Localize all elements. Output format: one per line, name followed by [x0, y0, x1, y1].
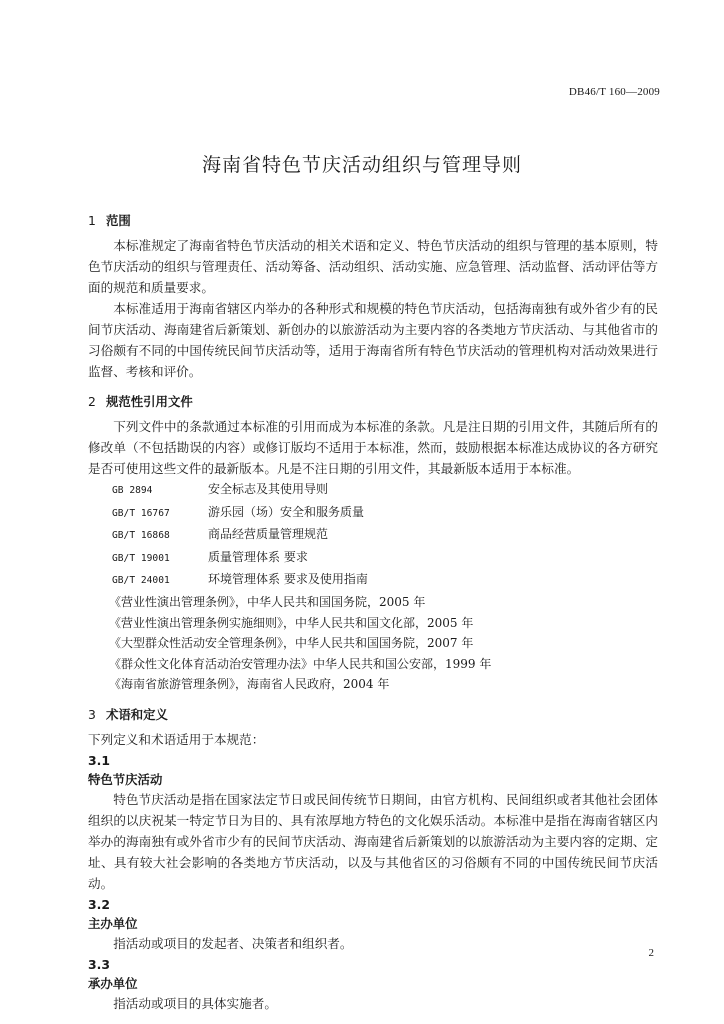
term-number: 3.1 [88, 752, 110, 768]
term-name: 特色节庆活动 [88, 771, 163, 787]
reference-code: GB 2894 [112, 485, 153, 496]
term-number: 3.2 [88, 896, 110, 912]
section-heading-scope [88, 211, 658, 231]
term-definition: 特色节庆活动是指在国家法定节日或民间传统节日期间，由官方机构、民间组织或者其他社会团体组织的以庆祝某一特定节日为目的、具有浓厚地方特色的文化娱乐活动。本标准中是指在海南省辖区内举办的海南独有或外省市少有的民间节庆活动、海南建省后新策划的以旅游活动为主要内容的定期、定址、具有较大社会影响的各类地方节庆活动，以及与其他省区的习俗颇有不同的中国传统民间节庆活动。 [88, 791, 658, 891]
section-heading-normative [88, 392, 658, 412]
term-definition: 指活动或项目的发起者、决策者和组织者。 [113, 935, 353, 951]
term-name: 承办单位 [88, 975, 138, 991]
reference-item [112, 524, 658, 547]
reference-title: 环境管理体系 要求及使用指南 [208, 572, 368, 587]
reference-item [112, 547, 658, 570]
reference-title: 安全标志及其使用导则 [208, 482, 329, 496]
term-number: 3.3 [88, 956, 110, 972]
regulation-item: 《群众性文化体育活动治安管理办法》中华人民共和国公安部，1999 年 [109, 656, 492, 671]
reference-code: GB/T 16767 [112, 507, 170, 519]
reference-code: GB/T 16868 [112, 530, 170, 542]
section-heading-terms [88, 705, 658, 725]
reference-item [112, 569, 658, 592]
term-name: 主办单位 [88, 915, 138, 931]
regulation-list [88, 592, 658, 695]
reference-code: GB/T 19001 [112, 552, 170, 564]
regulation-item: 《大型群众性活动安全管理条例》，中华人民共和国国务院，2007 年 [109, 636, 474, 651]
regulation-item: 《海南省旅游管理条例》，海南省人民政府，2004 年 [109, 677, 390, 692]
section-title: 规范性引用文件 [106, 394, 193, 409]
reference-title: 商品经营质量管理规范 [208, 527, 329, 542]
reference-item [112, 502, 658, 525]
scope-paragraph: 本标准规定了海南省特色节庆活动的相关术语和定义、特色节庆活动的组织与管理的基本原则，特色节庆活动的组织与管理责任、活动筹备、活动组织、活动实施、应急管理、活动监督、活动评估等方面的规范和质量要求。 [88, 238, 658, 295]
regulation-item: 《营业性演出管理条例实施细则》，中华人民共和国文化部，2005 年 [109, 615, 474, 630]
section-title: 术语和定义 [106, 706, 168, 722]
section-title: 范围 [106, 213, 131, 228]
page-number: 2 [648, 947, 654, 959]
reference-code: GB/T 24001 [112, 575, 170, 587]
term-definition: 指活动或项目的具体实施者。 [113, 995, 277, 1011]
section-number: 1 [88, 213, 96, 228]
section-number: 3 [88, 706, 96, 722]
document-body [88, 207, 658, 1014]
scope-paragraph: 本标准适用于海南省辖区内举办的各种形式和规模的特色节庆活动，包括海南独有或外省少有的民间节庆活动、海南建省后新策划、新创办的以旅游活动为主要内容的各类地方节庆活动、与其他省市的习俗颇有不同的中国传统民间节庆活动等，适用于海南省所有特色节庆活动的管理机构对活动效果进行监督、考核和评价。 [88, 301, 658, 379]
standard-code: DB46/T 160—2009 [568, 86, 660, 98]
regulation-item: 《营业性演出管理条例》，中华人民共和国国务院，2005 年 [109, 594, 426, 609]
reference-item [112, 479, 658, 502]
terms-intro: 下列定义和术语适用于本规范： [88, 731, 265, 747]
reference-title: 质量管理体系 要求 [208, 549, 308, 564]
reference-list [88, 479, 658, 592]
section-number: 2 [88, 394, 96, 409]
normative-intro: 下列文件中的条款通过本标准的引用而成为本标准的条款。凡是注日期的引用文件，其随后所有的修改单（不包括勘误的内容）或修订版均不适用于本标准，然而，鼓励根据本标准达成协议的各方研究是否可使用这些文件的最新版本。凡是不注日期的引用文件，其最新版本适用于本标准。 [88, 419, 658, 476]
document-title: 海南省特色节庆活动组织与管理导则 [201, 154, 522, 176]
reference-title: 游乐园（场）安全和服务质量 [208, 504, 365, 519]
